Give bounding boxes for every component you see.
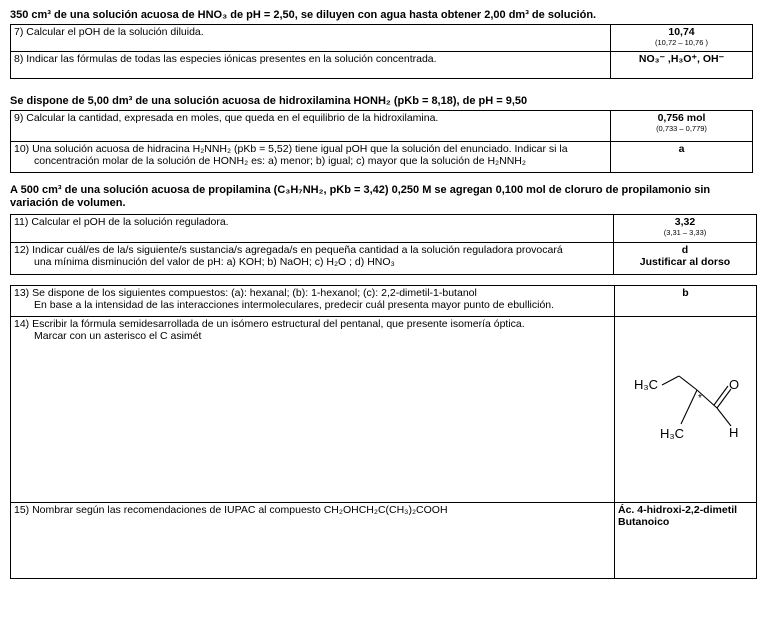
bond-ch-ch3 [681,390,697,424]
q9-question: 9) Calcular la cantidad, expresada en moles, que queda en el equilibrio de la hidroxilamina. [11,111,611,142]
section3-heading-line2: variación de volumen. [10,197,126,209]
structure-asterisk: * [698,393,702,404]
q7-answer-cell [611,25,753,52]
q13-question-cell [11,286,615,317]
q8-question: 8) Indicar las fórmulas de todas las especies iónicas presentes en la solución concentrada. [11,52,611,79]
q12-answer-cell [614,243,757,275]
q12-question-cell [11,243,614,275]
section3-table [10,214,757,275]
structure-bonds [662,376,731,426]
q11-question: 11) Calcular el pOH de la solución reguladora. [11,215,614,243]
section1-heading: 350 cm³ de una solución acuosa de HNO₃ de pH = 2,50, se diluyen con agua hasta obtener 2,00 dm³ de solución. [10,9,597,21]
q9-range: (0,733 – 0,779) [656,124,707,133]
q11-answer-cell [614,215,757,243]
q10-question-cell [11,142,611,173]
section4-table [10,285,757,579]
q11-range: (3,31 – 3,33) [663,228,707,237]
structure-label-ch3-top: H₃C [634,377,659,392]
section3-heading [10,184,710,210]
q9-answer-cell [611,111,753,142]
structure-label-h: H [729,425,739,440]
section2-table [10,110,753,173]
q15-question: 15) Nombrar según las recomendaciones de IUPAC al compuesto CH₂OHCH₂C(CH₃)₂COOH [11,503,615,579]
q13-question-line1: 13) Se dispone de los siguientes compuestos: (a): hexanal; (b): 1-hexanol; (c): 2,2-dimetil-1-butanol [14,287,477,299]
bond-ch2-ch [679,376,697,390]
structure-label-o: O [729,377,740,392]
q13-answer: b [615,286,757,317]
q12-question-line2: una mínima disminución del valor de pH: a) KOH; b) NaOH; c) H₂O ; d) HNO₃ [34,256,395,268]
q14-question-line2: Marcar con un asterisco el C asimét [34,330,202,342]
q15-answer-line1: Ác. 4-hidroxi-2,2-dimetil [618,504,738,516]
q14-question-line1: 14) Escribir la fórmula semidesarrollada de un isómero estructural del pentanal, que presente isomería óptica. [14,318,525,330]
q12-answer: d [681,244,689,256]
bond-c-h [717,408,731,426]
q10-answer: a [611,142,753,173]
bond-ch3-ch2 [662,376,679,385]
q13-question-line2: En base a la intensidad de las interacciones intermoleculares, predecir cuál presenta mayor punto de ebullición. [34,299,555,311]
q10-question-line2: concentración molar de la solución de HONH₂ es: a) menor; b) igual; c) mayor que la solución de H₂NNH₂ [34,155,526,167]
q12-answer-note: Justificar al dorso [639,256,731,268]
q7-answer: 10,74 [668,26,695,38]
q9-answer: 0,756 mol [657,112,706,124]
q8-answer: NO₃⁻ ,H₃O⁺, OH⁻ [611,52,753,79]
structure-diagram [615,317,755,501]
q10-question-line1: 10) Una solución acuosa de hidracina H₂NNH₂ (pKb = 5,52) tiene igual pOH que la solución del enunciado. Indicar si la [14,143,568,155]
structure-label-ch3-bottom: H₃C [660,426,685,441]
q11-answer: 3,32 [674,216,696,228]
q15-answer-cell [615,503,757,579]
q14-question-cell [11,317,615,503]
section1-table [10,24,753,79]
q14-answer-cell [615,317,757,503]
q15-answer-line2: Butanoico [618,516,670,528]
q7-question: 7) Calcular el pOH de la solución diluida. [11,25,611,52]
q12-question-line1: 12) Indicar cuál/es de la/s siguiente/s sustancia/s agregada/s en pequeña cantidad a la solución reguladora provocará [14,244,563,256]
section3-heading-line1: A 500 cm³ de una solución acuosa de propilamina (C₃H₇NH₂, pKb = 3,42) 0,250 M se agregan 0,100 mol de cloruro de propilamonio sin [10,184,711,196]
section2-heading: Se dispone de 5,00 dm³ de una solución acuosa de hidroxilamina HONH₂ (pKb = 8,18), de pH = 9,50 [10,95,528,107]
q7-range: (10,72 – 10,76 ) [655,38,708,47]
